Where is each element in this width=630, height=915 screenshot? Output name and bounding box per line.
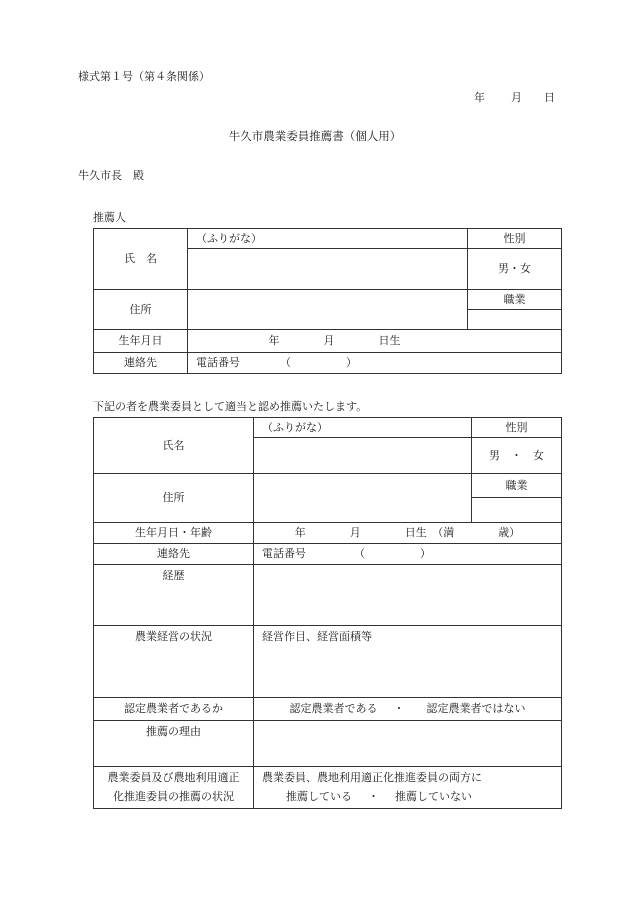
recommender-phone-field[interactable] (188, 353, 562, 374)
candidate-dual-separator: ・ (368, 790, 379, 803)
recommender-address-label: 住所 (94, 290, 188, 330)
candidate-reason-label: 推薦の理由 (94, 721, 254, 767)
candidate-section-label: 下記の者を農業委員として適当と認め推薦いたします。 (93, 400, 368, 413)
recommender-birthdate-field[interactable] (188, 330, 562, 353)
document-title: 牛久市農業委員推薦書（個人用） (228, 129, 402, 143)
candidate-certified-field[interactable] (254, 698, 562, 721)
recommender-phone-paren: （ ） (280, 356, 357, 370)
candidate-birthdate-age-field[interactable] (254, 523, 562, 544)
date-month-label: 月 (511, 91, 522, 104)
candidate-contact-label: 連絡先 (94, 544, 254, 565)
recommender-gender-label: 性別 (468, 229, 562, 249)
recommender-occupation-field[interactable] (468, 310, 562, 330)
date-year-label: 年 (474, 91, 485, 104)
recommender-birthdate-template: 年 月 日生 (268, 334, 401, 348)
candidate-certified-no[interactable]: 認定農業者ではない (426, 702, 526, 716)
date-day-label: 日 (544, 91, 555, 104)
recommender-furigana-field[interactable] (188, 229, 468, 249)
candidate-farm-status-hint: 経営作目、経営面積等 (262, 630, 372, 643)
recommender-address-field[interactable] (188, 290, 468, 330)
candidate-dual-status-label (94, 767, 254, 809)
candidate-phone-field[interactable] (254, 544, 562, 565)
recommender-occupation-label: 職業 (468, 290, 562, 310)
recommender-birthdate-label: 生年月日 (94, 330, 188, 353)
candidate-furigana-field[interactable] (254, 418, 472, 438)
recommender-table (93, 228, 562, 374)
candidate-address-label: 住所 (94, 474, 254, 523)
candidate-address-field[interactable] (254, 474, 472, 523)
candidate-farm-status-field[interactable] (254, 626, 562, 698)
recommender-contact-label: 連絡先 (94, 353, 188, 374)
recommender-furigana-label: （ふりがな） (196, 231, 262, 245)
recommender-section-label: 推薦人 (93, 211, 126, 224)
candidate-farm-status-label: 農業経営の状況 (94, 626, 254, 698)
candidate-phone-label: 電話番号 (262, 547, 306, 561)
candidate-certified-label: 認定農業者であるか (94, 698, 254, 721)
candidate-certified-separator: ・ (393, 702, 405, 716)
candidate-name-field[interactable] (254, 438, 472, 474)
candidate-dual-status-field[interactable] (254, 767, 562, 809)
candidate-occupation-label: 職業 (472, 474, 562, 498)
addressee: 牛久市長 殿 (78, 169, 144, 182)
candidate-career-label: 経歴 (94, 565, 254, 626)
candidate-dual-label-line1: 農業委員及び農地利用適正 (107, 771, 240, 785)
recommender-name-label: 氏 名 (94, 229, 188, 290)
form-number: 様式第１号（第４条関係） (78, 70, 210, 83)
candidate-table (93, 417, 562, 809)
candidate-birthdate-age-label: 生年月日・年齢 (94, 523, 254, 544)
candidate-dual-label-line2: 化推進委員の推薦の状況 (113, 790, 234, 803)
recommender-name-field[interactable] (188, 249, 468, 290)
candidate-dual-text-line1: 農業委員、農地利用適正化推進委員の両方に (262, 771, 482, 785)
candidate-phone-paren: （ ） (354, 547, 431, 561)
candidate-name-label: 氏名 (94, 418, 254, 474)
candidate-furigana-label: （ふりがな） (262, 420, 328, 434)
candidate-reason-field[interactable] (254, 721, 562, 767)
date-line (474, 92, 555, 103)
candidate-dual-no[interactable]: 推薦していない (395, 790, 472, 803)
candidate-birthdate-age-template: 年 月 日生 （満 歳） (294, 526, 521, 540)
candidate-dual-yes[interactable]: 推薦している (286, 790, 352, 803)
candidate-career-field[interactable] (254, 565, 562, 626)
recommender-phone-label: 電話番号 (196, 356, 240, 370)
candidate-gender-label: 性別 (472, 418, 562, 438)
candidate-certified-yes[interactable]: 認定農業者である (289, 702, 378, 716)
recommender-gender-options[interactable]: 男・女 (468, 249, 562, 290)
candidate-gender-options[interactable]: 男 ・ 女 (472, 438, 562, 474)
candidate-occupation-field[interactable] (472, 498, 562, 523)
